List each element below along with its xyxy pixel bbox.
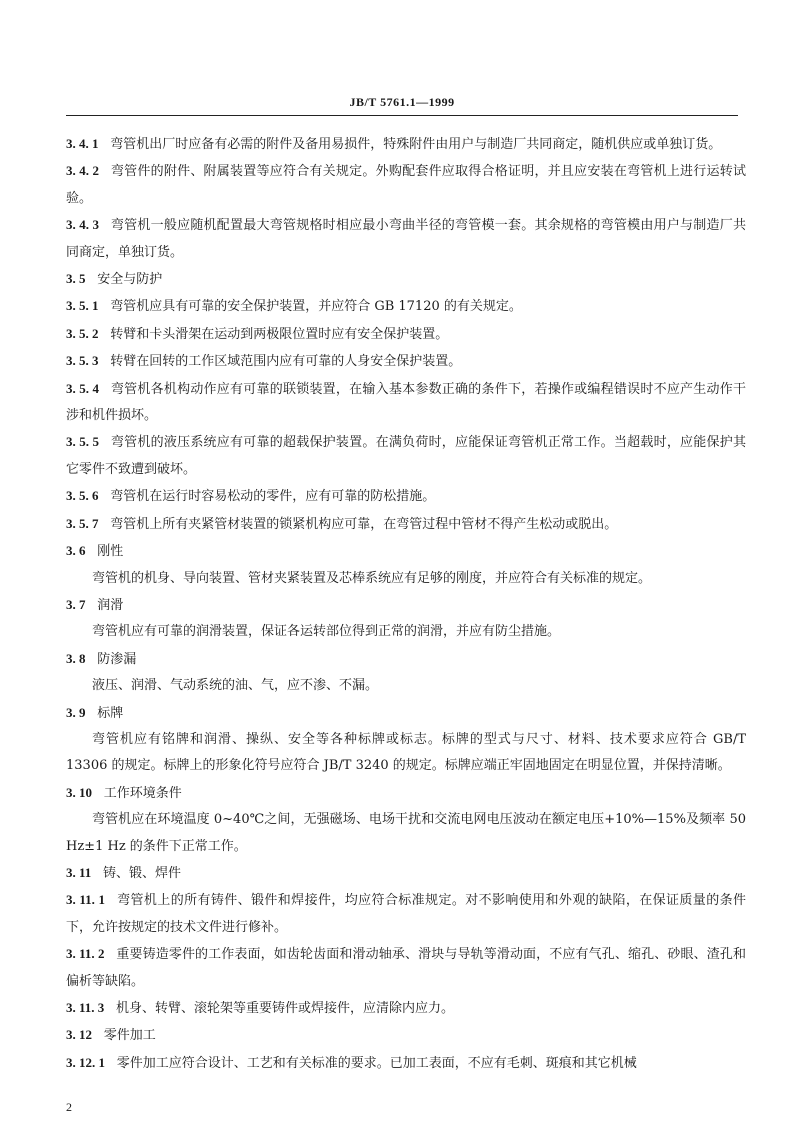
clause-3-4-1 [66, 131, 746, 158]
section-body-3-8: 液压、润滑、气动系统的油、气，应不渗、不漏。 [92, 678, 379, 694]
section-number: 3. 5 [66, 271, 86, 287]
clause-number: 3. 5. 2 [66, 325, 99, 341]
header-rule [66, 115, 738, 116]
section-number: 3. 6 [66, 543, 86, 559]
section-title: 标牌 [97, 705, 124, 721]
section-number: 3. 11 [66, 864, 92, 880]
section-title: 零件加工 [103, 1028, 156, 1044]
clause-text: 弯管机一般应随机配置最大弯管规格时相应最小弯曲半径的弯管模一套。其余规格的弯管模由用户与制造厂共同商定，单独订货。 [66, 218, 746, 260]
clause-3-11-3 [66, 995, 746, 1022]
clause-text: 机身、转臂、滚轮架等重要铸件或焊接件，应清除内应力。 [115, 1001, 454, 1016]
section-number: 3. 8 [66, 650, 86, 666]
clause-text: 弯管件的附件、附属装置等应符合有关规定。外购配套件应取得合格证明，并且应安装在弯管机上进行运转试验。 [66, 164, 746, 206]
section-number: 3. 10 [66, 784, 92, 800]
document-body [66, 131, 746, 1077]
section-heading-3-8 [66, 646, 746, 673]
clause-text: 弯管机在运行时容易松动的零件，应有可靠的防松措施。 [110, 489, 436, 505]
section-heading-3-9 [66, 700, 746, 727]
section-title: 刚性 [97, 544, 124, 560]
clause-text: 弯管机上的所有铸件、锻件和焊接件，均应符合标准规定。对不影响使用和外观的缺陷，在保证质量的条件下，允许按规定的技术文件进行修补。 [66, 893, 746, 935]
clause-text: 弯管机应具有可靠的安全保护装置，并应符合 GB 17120 的有关规定。 [110, 299, 522, 315]
clause-3-11-1 [66, 887, 746, 941]
section-heading-3-6 [66, 538, 746, 565]
clause-number: 3. 4. 1 [66, 136, 99, 151]
clause-number: 3. 4. 2 [66, 163, 99, 179]
standard-code-header: JB/T 5761.1—1999 [349, 95, 455, 109]
clause-3-5-2 [66, 321, 746, 348]
section-heading-3-12 [66, 1022, 746, 1049]
clause-3-5-3 [66, 348, 746, 375]
clause-3-5-7 [66, 511, 746, 538]
clause-number: 3. 11. 2 [66, 946, 105, 962]
page-number: 2 [66, 1100, 72, 1114]
clause-number: 3. 5. 1 [66, 298, 99, 314]
clause-3-5-4 [66, 376, 746, 430]
clause-number: 3. 5. 3 [66, 353, 99, 369]
section-body-3-9: 弯管机应有铭牌和润滑、操纵、安全等各种标牌或标志。标牌的型式与尺寸、材料、技术要求应符合 GB/T 13306 的规定。标牌上的形象化符号应符合 JB/T 3240 的规定。标牌应端正牢固地固定在明显位置，并保持清晰。 [66, 731, 746, 774]
section-title: 安全与防护 [97, 272, 163, 288]
section-body-3-6: 弯管机的机身、导向装置、管材夹紧装置及芯棒系统应有足够的刚度，并应符合有关标准的规定。 [92, 570, 652, 586]
clause-text: 弯管机的液压系统应有可靠的超载保护装置。在满负荷时，应能保证弯管机正常工作。当超载时，应能保护其它零件不致遭到破坏。 [66, 435, 746, 477]
section-heading-3-11 [66, 860, 746, 887]
clause-text: 零件加工应符合设计、工艺和有关标准的要求。已加工表面，不应有毛刺、斑痕和其它机械 [116, 1055, 637, 1071]
clause-number: 3. 5. 5 [66, 434, 99, 450]
clause-3-4-3 [66, 212, 746, 266]
clause-text: 弯管机出厂时应备有必需的附件及备用易损件，特殊附件由用户与制造厂共同商定，随机供应或单独订货。 [110, 137, 722, 152]
clause-text: 重要铸造零件的工作表面，如齿轮齿面和滑动轴承、滑块与导轨等滑动面，不应有气孔、缩孔、砂眼、渣孔和偏析等缺陷。 [66, 947, 746, 989]
section-body-3-10: 弯管机应在环境温度 0~40℃之间，无强磁场、电场干扰和交流电网电压波动在额定电压+10%—15%及频率 50 Hz±1 Hz 的条件下正常工作。 [66, 812, 746, 854]
clause-3-5-5 [66, 429, 746, 483]
clause-number: 3. 4. 3 [66, 217, 99, 233]
section-title: 防渗漏 [97, 651, 137, 667]
clause-3-12-1 [66, 1050, 746, 1077]
section-number: 3. 12 [66, 1027, 92, 1043]
clause-number: 3. 11. 3 [66, 1000, 105, 1015]
clause-3-4-2 [66, 158, 746, 212]
clause-3-5-6 [66, 483, 746, 510]
clause-number: 3. 12. 1 [66, 1054, 105, 1070]
section-number: 3. 7 [66, 596, 86, 612]
clause-number: 3. 11. 1 [66, 892, 106, 908]
section-title: 铸、锻、焊件 [102, 865, 181, 881]
clause-number: 3. 5. 6 [66, 488, 99, 504]
clause-text: 转臂在回转的工作区域范围内应有可靠的人身安全保护装置。 [110, 354, 462, 370]
section-title: 润滑 [97, 597, 124, 613]
clause-text: 转臂和卡头滑架在运动到两极限位置时应有安全保护装置。 [110, 326, 449, 342]
section-heading-3-7 [66, 592, 746, 619]
section-heading-3-5 [66, 266, 746, 293]
clause-number: 3. 5. 7 [66, 515, 99, 531]
clause-text: 弯管机上所有夹紧管材装置的锁紧机构应可靠，在弯管过程中管材不得产生松动或脱出。 [110, 516, 618, 532]
section-body-3-7: 弯管机应有可靠的润滑装置，保证各运转部位得到正常的润滑，并应有防尘措施。 [92, 624, 561, 640]
section-heading-3-10 [66, 780, 746, 807]
clause-3-5-1 [66, 293, 746, 320]
section-number: 3. 9 [66, 704, 86, 720]
clause-text: 弯管机各机构动作应有可靠的联锁装置，在输入基本参数正确的条件下，若操作或编程错误时不应产生动作干涉和机件损坏。 [66, 381, 746, 424]
clause-number: 3. 5. 4 [66, 380, 99, 396]
clause-3-11-2 [66, 941, 746, 995]
section-title: 工作环境条件 [103, 785, 182, 801]
